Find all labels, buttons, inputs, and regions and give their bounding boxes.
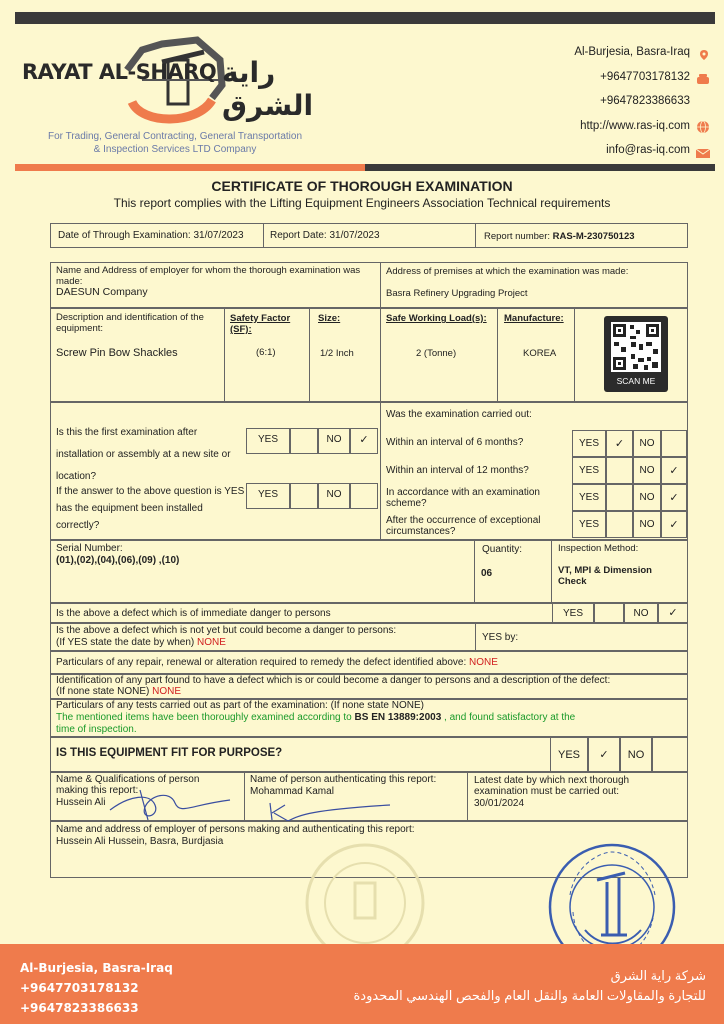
first-exam-yes-box[interactable] [290, 428, 318, 454]
repair-label: Particulars of any repair, renewal or alteration required to remedy the defect identified above: NONE [56, 657, 498, 668]
footer-address: Al-Burjesia, Basra-Iraq [20, 961, 173, 975]
interval-6-yes[interactable]: YES [572, 430, 606, 457]
installed-no-box[interactable] [350, 483, 378, 509]
footer-arabic [354, 966, 707, 1006]
footer-ar-line-2: للتجارة والمقاولات العامة والنقل العام والفحص الهندسي المحدودة [353, 988, 706, 1003]
certificate-title: CERTIFICATE OF THOROUGH EXAMINATION [211, 178, 513, 194]
swl-label: Safe Working Load(s): [386, 313, 487, 324]
scheme-no[interactable]: NO [633, 484, 661, 511]
interval-12-yes-box[interactable] [606, 457, 633, 484]
footer-ar-line-1: شركة راية الشرق [610, 968, 706, 983]
fit-yes[interactable]: YES [550, 737, 588, 772]
fit-question: IS THIS EQUIPMENT FIT FOR PURPOSE? [56, 747, 283, 759]
interval-12-yes[interactable]: YES [572, 457, 606, 484]
immediate-yes-box[interactable] [594, 603, 624, 623]
footer-phone-1: +9647703178132 [20, 981, 139, 995]
logo-name-en: RAYAT AL-SHARQ [22, 60, 217, 84]
footer-contact [20, 958, 173, 1018]
size-value: 1/2 Inch [320, 348, 354, 359]
part-defect-sub: (If none state NONE) NONE [56, 686, 182, 697]
certificate-subtitle: This report complies with the Lifting Equipment Engineers Association Technical requirements [113, 196, 611, 210]
serial-label: Serial Number: [56, 543, 123, 554]
authenticator-label: Name of person authenticating this report: [250, 774, 437, 785]
first-exam-yes[interactable]: YES [246, 428, 290, 454]
serial-value: (01),(02),(04),(06),(09) ,(10) [56, 555, 180, 566]
authenticator-name: Mohammad Kamal [250, 786, 334, 797]
size-label: Size: [318, 313, 341, 324]
next-exam-date: 30/01/2024 [474, 798, 525, 809]
globe-icon [696, 119, 710, 131]
next-exam-label: Latest date by which next thorough examination must be carried out: [474, 775, 630, 797]
interval-12-label: Within an interval of 12 months? [386, 465, 529, 476]
interval-6-no-box[interactable] [661, 430, 687, 457]
location-pin-icon [696, 46, 710, 58]
installed-no[interactable]: NO [318, 483, 350, 509]
premises-label: Address of premises at which the examination was made: [386, 266, 629, 277]
report-number: Report number: RAS-M-230750123 [484, 231, 635, 242]
exceptional-yes-box[interactable] [606, 511, 633, 538]
first-exam-no[interactable]: NO [318, 428, 350, 454]
installed-yes-box[interactable] [290, 483, 318, 509]
interval-12-no-check[interactable]: ✓ [661, 457, 687, 484]
phone-icon [696, 70, 710, 82]
interval-12-no[interactable]: NO [633, 457, 661, 484]
tagline-line-2: & Inspection Services LTD Company [93, 144, 257, 155]
interval-6-no[interactable]: NO [633, 430, 661, 457]
tests-label: Particulars of any tests carried out as part of the examination: (If none state NONE) [56, 700, 424, 711]
header-top-bar [15, 12, 715, 24]
report-date: Report Date: 31/07/2023 [270, 230, 380, 241]
contact-email[interactable]: info@ras-iq.com [510, 138, 710, 163]
yes-by-label: YES by: [482, 632, 519, 643]
installed-question: If the answer to the above question is YES has the equipment been installed correctly? [56, 486, 245, 531]
swl-value: 2 (Tonne) [416, 348, 457, 359]
inspection-method-label: Inspection Method: [558, 543, 639, 554]
employer-value: DAESUN Company [56, 286, 148, 298]
employer-persons-value: Hussein Ali Hussein, Basra, Burdjasia [56, 836, 224, 847]
interval-6-yes-check[interactable]: ✓ [606, 430, 633, 457]
scheme-no-check[interactable]: ✓ [661, 484, 687, 511]
safety-factor-value: (6:1) [256, 347, 276, 358]
maker-signature-icon [100, 785, 240, 825]
scheme-yes[interactable]: YES [572, 484, 606, 511]
exceptional-no-check[interactable]: ✓ [661, 511, 687, 538]
immediate-no[interactable]: NO [624, 603, 658, 623]
exceptional-yes[interactable]: YES [572, 511, 606, 538]
scheme-yes-box[interactable] [606, 484, 633, 511]
future-danger-label: Is the above a defect which is not yet but could become a danger to persons: [56, 625, 397, 636]
contact-website[interactable]: http://www.ras-iq.com [510, 114, 710, 139]
scheme-label: In accordance with an examination scheme? [386, 487, 540, 509]
qr-code[interactable] [604, 316, 668, 392]
contact-phone-2: +9647823386633 [600, 95, 690, 107]
premises-value: Basra Refinery Upgrading Project [386, 288, 528, 299]
inspection-method-value: VT, MPI & Dimension Check [558, 565, 652, 587]
employer-persons-label: Name and address of employer of persons making and authenticating this report: [56, 824, 415, 835]
fit-no-box[interactable] [652, 737, 688, 772]
carried-out-label: Was the examination carried out: [386, 409, 532, 420]
equipment-desc-label: Description and identification of the equipment: [56, 312, 204, 334]
immediate-yes[interactable]: YES [552, 603, 594, 623]
company-tagline [20, 130, 330, 156]
exceptional-label: After the occurrence of exceptional circumstances? [386, 515, 541, 537]
logo-name-ar: راية الشرق [222, 56, 314, 122]
quantity-value: 06 [481, 568, 493, 579]
maker-label: Name & Qualifications of person making this report: [56, 774, 200, 796]
immediate-no-check[interactable]: ✓ [658, 603, 688, 623]
tests-result-end: time of inspection. [56, 724, 137, 735]
fit-no[interactable]: NO [620, 737, 652, 772]
installed-yes[interactable]: YES [246, 483, 290, 509]
tagline-line-1: For Trading, General Contracting, General Transportation [47, 131, 303, 142]
safety-factor-label: Safety Factor (SF): [230, 313, 291, 335]
interval-6-label: Within an interval of 6 months? [386, 437, 524, 448]
quantity-label: Quantity: [482, 544, 523, 555]
header-divider [15, 164, 715, 171]
scan-me-label: SCAN ME [616, 376, 656, 386]
header-contact [510, 40, 710, 163]
exam-date: Date of Through Examination: 31/07/2023 [58, 230, 244, 241]
manufacture-label: Manufacture: [504, 313, 564, 324]
tests-result: The mentioned items have been thoroughly examined according to BS EN 13889:2003 , and found satisfactory at the [56, 712, 576, 723]
equipment-desc-value: Screw Pin Bow Shackles [56, 347, 178, 359]
fit-yes-check[interactable]: ✓ [588, 737, 620, 772]
contact-phone-1: +9647703178132 [510, 65, 710, 90]
email-icon [696, 144, 710, 156]
first-exam-no-check[interactable]: ✓ [350, 428, 378, 454]
part-defect-label: Identification of any part found to have a defect which is or could become a danger to persons and a description of the defect: [56, 675, 611, 686]
future-danger-sub: (If YES state the date by when) NONE [56, 637, 226, 648]
immediate-danger-label: Is the above a defect which is of immediate danger to persons [56, 608, 331, 619]
qr-code-icon [611, 322, 661, 372]
first-exam-question: Is this the first examination after installation or assembly at a new site or location? [56, 427, 231, 482]
company-logo [22, 30, 322, 130]
exceptional-no[interactable]: NO [633, 511, 661, 538]
employer-label: Name and Address of employer for whom the thorough examination was made: [56, 265, 361, 287]
footer-phone-2: +9647823386633 [20, 1001, 139, 1015]
maker-name: Hussein Ali [56, 797, 106, 808]
contact-address: Al-Burjesia, Basra-Iraq [510, 40, 710, 65]
manufacture-value: KOREA [523, 348, 557, 359]
